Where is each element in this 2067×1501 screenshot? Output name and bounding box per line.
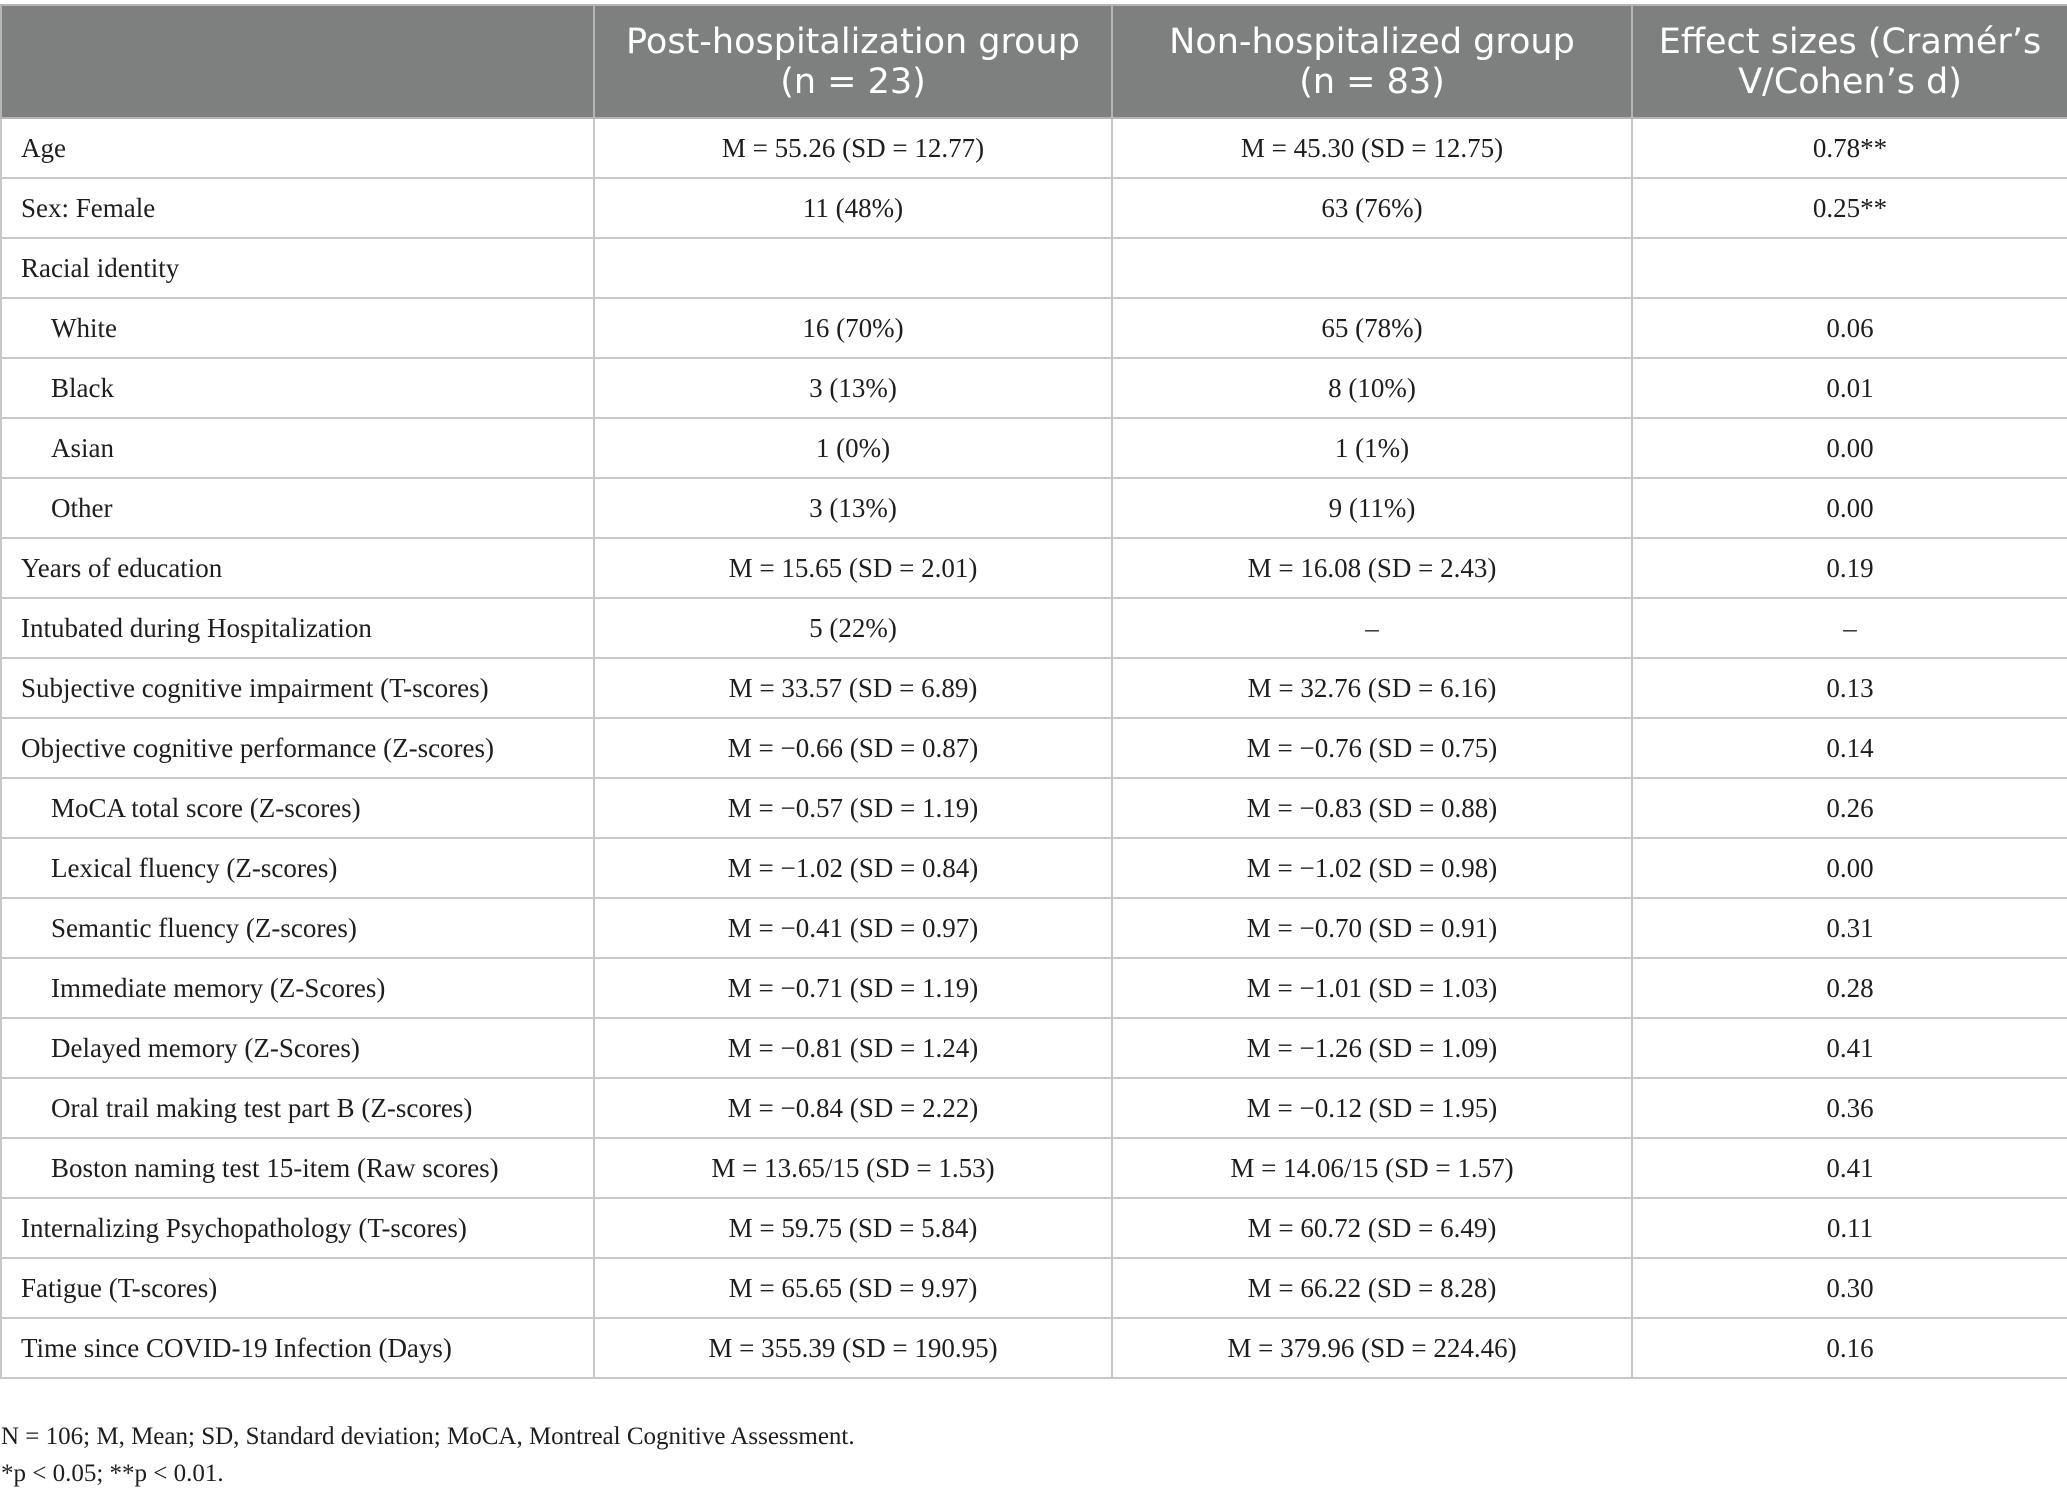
non-value: M = 66.22 (SD = 8.28) [1112,1258,1632,1318]
non-value: 8 (10%) [1112,358,1632,418]
post-value: M = 65.65 (SD = 9.97) [594,1258,1112,1318]
row-label: Fatigue (T-scores) [1,1258,594,1318]
row-label: Racial identity [1,238,594,298]
non-value: 9 (11%) [1112,478,1632,538]
row-label: Oral trail making test part B (Z-scores) [1,1078,594,1138]
post-value: 16 (70%) [594,298,1112,358]
post-value: M = −0.71 (SD = 1.19) [594,958,1112,1018]
post-value: M = −0.66 (SD = 0.87) [594,718,1112,778]
table-row [1,358,2067,418]
row-label: Other [1,478,594,538]
non-value: M = −0.83 (SD = 0.88) [1112,778,1632,838]
effect-value: 0.30 [1632,1258,2067,1318]
row-label: Intubated during Hospitalization [1,598,594,658]
effect-value: 0.14 [1632,718,2067,778]
effect-value: 0.00 [1632,838,2067,898]
non-value: – [1112,598,1632,658]
row-label: Age [1,118,594,178]
table-footnotes [0,1418,855,1492]
header-effect-sizes [1632,5,2067,118]
effect-value: 0.13 [1632,658,2067,718]
post-value: 1 (0%) [594,418,1112,478]
post-value: M = 13.65/15 (SD = 1.53) [594,1138,1112,1198]
row-label: Lexical fluency (Z-scores) [1,838,594,898]
post-value: 5 (22%) [594,598,1112,658]
table-row [1,718,2067,778]
non-value: M = 32.76 (SD = 6.16) [1112,658,1632,718]
effect-value: 0.41 [1632,1138,2067,1198]
post-value: M = −1.02 (SD = 0.84) [594,838,1112,898]
effect-value: – [1632,598,2067,658]
effect-value: 0.11 [1632,1198,2067,1258]
row-label: Boston naming test 15-item (Raw scores) [1,1138,594,1198]
effect-value: 0.06 [1632,298,2067,358]
table-row [1,1018,2067,1078]
header-non-n: (n = 83) [1299,61,1445,102]
non-value: M = 379.96 (SD = 224.46) [1112,1318,1632,1378]
effect-value: 0.28 [1632,958,2067,1018]
post-value: M = −0.84 (SD = 2.22) [594,1078,1112,1138]
post-value: 3 (13%) [594,478,1112,538]
post-value: M = 355.39 (SD = 190.95) [594,1318,1112,1378]
effect-value: 0.16 [1632,1318,2067,1378]
table-row [1,118,2067,178]
table-container [0,4,2067,1379]
table-row [1,478,2067,538]
effect-value: 0.26 [1632,778,2067,838]
effect-value: 0.36 [1632,1078,2067,1138]
effect-value [1632,238,2067,298]
table-row [1,598,2067,658]
non-value: M = 16.08 (SD = 2.43) [1112,538,1632,598]
table-row [1,778,2067,838]
table-row [1,238,2067,298]
header-effect-line1: Effect sizes (Cramér’s [1658,21,2042,62]
post-value: 3 (13%) [594,358,1112,418]
header-post-hospitalization [594,5,1112,118]
non-value: M = 60.72 (SD = 6.49) [1112,1198,1632,1258]
row-label: Subjective cognitive impairment (T-scores) [1,658,594,718]
table-row [1,1138,2067,1198]
post-value: M = 15.65 (SD = 2.01) [594,538,1112,598]
row-label: Internalizing Psychopathology (T-scores) [1,1198,594,1258]
header-effect-line2: V/Cohen’s d) [1738,61,1962,102]
effect-value: 0.31 [1632,898,2067,958]
row-label: Asian [1,418,594,478]
non-value: M = −0.12 (SD = 1.95) [1112,1078,1632,1138]
row-label: White [1,298,594,358]
effect-value: 0.01 [1632,358,2067,418]
table-row [1,178,2067,238]
non-value: 63 (76%) [1112,178,1632,238]
row-label: Semantic fluency (Z-scores) [1,898,594,958]
table-row [1,1198,2067,1258]
header-post-title: Post-hospitalization group [626,21,1080,62]
table-row [1,298,2067,358]
non-value: 65 (78%) [1112,298,1632,358]
post-value: M = 59.75 (SD = 5.84) [594,1198,1112,1258]
non-value: M = −0.76 (SD = 0.75) [1112,718,1632,778]
footnote-significance: *p < 0.05; **p < 0.01. [1,1460,224,1487]
row-label: Black [1,358,594,418]
table-row [1,658,2067,718]
post-value [594,238,1112,298]
post-value: M = 55.26 (SD = 12.77) [594,118,1112,178]
post-value: M = −0.41 (SD = 0.97) [594,898,1112,958]
row-label: Immediate memory (Z-Scores) [1,958,594,1018]
table-row [1,418,2067,478]
table-row [1,958,2067,1018]
non-value: 1 (1%) [1112,418,1632,478]
non-value: M = −0.70 (SD = 0.91) [1112,898,1632,958]
effect-value: 0.00 [1632,418,2067,478]
effect-value: 0.00 [1632,478,2067,538]
row-label: Sex: Female [1,178,594,238]
effect-value: 0.41 [1632,1018,2067,1078]
table-header-row [1,5,2067,118]
header-post-n: (n = 23) [780,61,926,102]
header-non-title: Non-hospitalized group [1169,21,1575,62]
header-non-hospitalized [1112,5,1632,118]
post-value: M = −0.57 (SD = 1.19) [594,778,1112,838]
non-value: M = 45.30 (SD = 12.75) [1112,118,1632,178]
footnote-abbreviations: N = 106; M, Mean; SD, Standard deviation; MoCA, Montreal Cognitive Assessment. [1,1423,855,1450]
effect-value: 0.25** [1632,178,2067,238]
participant-characteristics-table [0,4,2067,1379]
post-value: M = 33.57 (SD = 6.89) [594,658,1112,718]
non-value [1112,238,1632,298]
row-label: Time since COVID-19 Infection (Days) [1,1318,594,1378]
row-label: Delayed memory (Z-Scores) [1,1018,594,1078]
effect-value: 0.19 [1632,538,2067,598]
row-label: Years of education [1,538,594,598]
non-value: M = 14.06/15 (SD = 1.57) [1112,1138,1632,1198]
effect-value: 0.78** [1632,118,2067,178]
row-label: MoCA total score (Z-scores) [1,778,594,838]
table-row [1,838,2067,898]
row-label: Objective cognitive performance (Z-scores) [1,718,594,778]
non-value: M = −1.01 (SD = 1.03) [1112,958,1632,1018]
table-row [1,1258,2067,1318]
table-row [1,1318,2067,1378]
table-row [1,1078,2067,1138]
header-variable [1,5,594,118]
non-value: M = −1.02 (SD = 0.98) [1112,838,1632,898]
post-value: 11 (48%) [594,178,1112,238]
post-value: M = −0.81 (SD = 1.24) [594,1018,1112,1078]
table-row [1,538,2067,598]
table-row [1,898,2067,958]
non-value: M = −1.26 (SD = 1.09) [1112,1018,1632,1078]
